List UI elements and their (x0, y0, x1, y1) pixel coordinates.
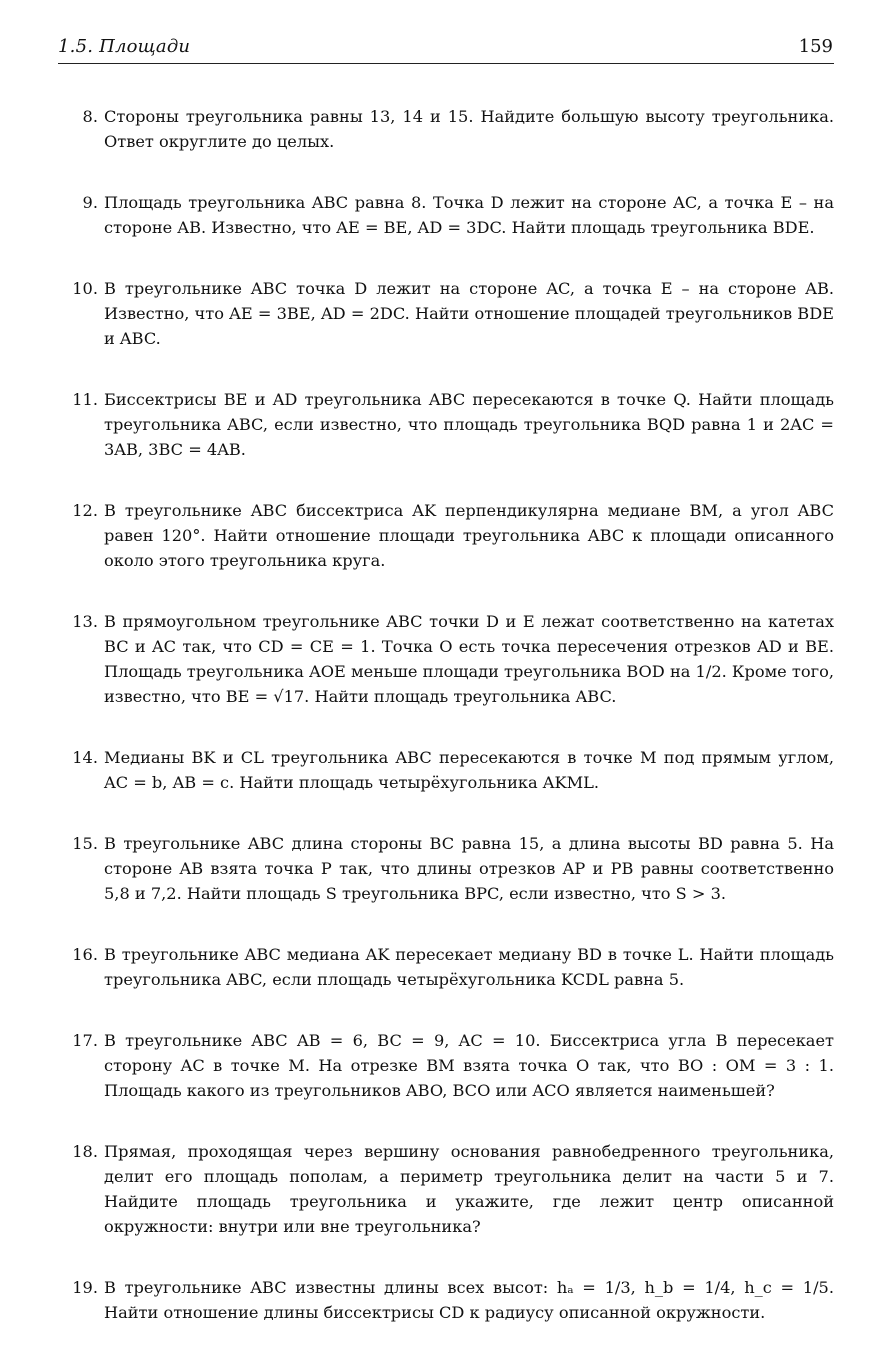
problem-text: Биссектрисы BE и AD треугольника ABC пересекаются в точке Q. Найти площадь треугольника ABC, если известно, что площадь треугольника BQD равна 1 и 2AC = 3AB, 3BC = 4AB. (104, 390, 834, 459)
problem-text: Стороны треугольника равны 13, 14 и 15. Найдите большую высоту треугольника. Ответ округлите до целых. (104, 107, 834, 151)
problem-text: В треугольнике ABC AB = 6, BC = 9, AC = 10. Биссектриса угла B пересекает сторону AC в точке M. На отрезке BM взята точка O так, что BO : OM = 3 : 1. Площадь какого из треугольников ABO, BCO или ACO является наименьшей? (104, 1031, 834, 1100)
problem-number: 10. (72, 279, 98, 298)
problem-text: В треугольнике ABC медиана AK пересекает медиану BD в точке L. Найти площадь треугольника ABC, если площадь четырёхугольника KCDL равна 5. (104, 945, 834, 989)
problem-number: 9. (82, 193, 98, 212)
problem-number: 15. (72, 834, 98, 853)
page-number: 159 (798, 36, 833, 57)
problem-item (64, 276, 834, 351)
problem-number: 14. (72, 748, 98, 767)
problem-item (64, 745, 834, 795)
problem-number: 19. (72, 1278, 98, 1297)
problem-item (64, 387, 834, 462)
problem-item (64, 1028, 834, 1103)
problem-item (64, 1275, 834, 1325)
running-header (58, 36, 833, 62)
section-title: 1.5. Площади (58, 36, 191, 57)
problem-number: 18. (72, 1142, 98, 1161)
problem-text: В треугольнике ABC биссектриса AK перпендикулярна медиане BM, а угол ABC равен 120°. Найти отношение площади треугольника ABC к площади описанного около этого треугольника круга. (104, 501, 834, 570)
problem-number: 8. (82, 107, 98, 126)
problem-number: 11. (72, 390, 98, 409)
problem-number: 12. (72, 501, 98, 520)
problem-item (64, 498, 834, 573)
problem-item (64, 831, 834, 906)
problem-text: Прямая, проходящая через вершину основания равнобедренного треугольника, делит его площадь пополам, а периметр треугольника делит на части 5 и 7. Найдите площадь треугольника и укажите, где лежит центр описанной окружности: внутри или вне треугольника? (104, 1142, 834, 1236)
problem-number: 17. (72, 1031, 98, 1050)
problem-number: 13. (72, 612, 98, 631)
problem-item (64, 1139, 834, 1239)
problem-text: Площадь треугольника ABC равна 8. Точка D лежит на стороне AC, а точка E – на стороне AB. Известно, что AE = BE, AD = 3DC. Найти площадь треугольника BDE. (104, 193, 834, 237)
problem-item (64, 609, 834, 709)
problem-text: Медианы BK и CL треугольника ABC пересекаются в точке M под прямым углом, AC = b, AB = c. Найти площадь четырёхугольника AKML. (104, 748, 834, 792)
header-rule (58, 63, 834, 64)
problem-text: В треугольнике ABC длина стороны BC равна 15, а длина высоты BD равна 5. На стороне AB взята точка P так, что длины отрезков AP и PB равны соответственно 5,8 и 7,2. Найти площадь S треугольника BPC, если известно, что S > 3. (104, 834, 834, 903)
problem-text: В треугольнике ABC точка D лежит на стороне AC, а точка E – на стороне AB. Известно, что AE = 3BE, AD = 2DC. Найти отношение площадей треугольников BDE и ABC. (104, 279, 834, 348)
problem-number: 16. (72, 945, 98, 964)
problem-text: В треугольнике ABC известны длины всех высот: hₐ = 1/3, h_b = 1/4, h_c = 1/5. Найти отношение длины биссектрисы CD к радиусу описанной окружности. (104, 1278, 834, 1322)
problem-text: В прямоугольном треугольнике ABC точки D и E лежат соответственно на катетах BC и AC так, что CD = CE = 1. Точка O есть точка пересечения отрезков AD и BE. Площадь треугольника AOE меньше площади треугольника BOD на 1/2. Кроме того, известно, что BE = √17. Найти площадь треугольника ABC. (104, 612, 834, 706)
problem-item (64, 190, 834, 240)
problem-item (64, 942, 834, 992)
problem-list (64, 104, 834, 1361)
problem-item (64, 104, 834, 154)
